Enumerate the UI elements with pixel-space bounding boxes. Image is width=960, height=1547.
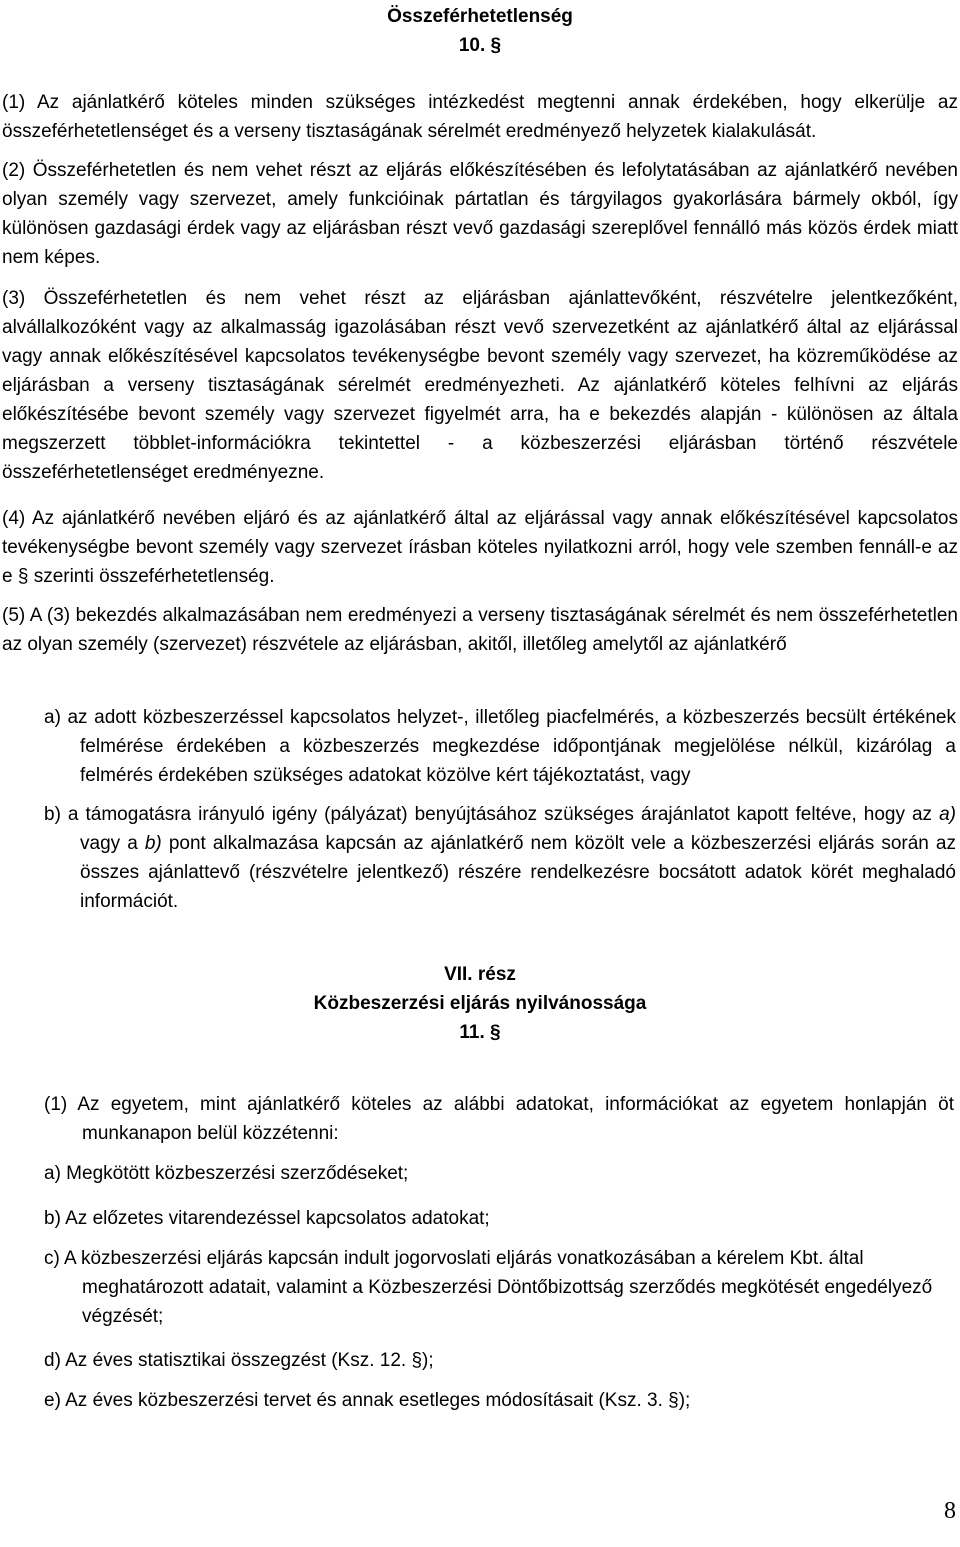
item-b-ref-b: b) xyxy=(144,833,162,854)
list-item-a: a) az adott közbeszerzéssel kapcsolatos helyzet-, illetőleg piacfelmérés, a közbeszerzés becsült értékének felmérése érdekében a közbeszerzés megkezdése időpontjának megjelölése nélkül, kizárólag a felmérés érdekében szükséges adatokat közölve kért tájékoztatást, vagy xyxy=(44,707,956,786)
item-b-text-end: pont alkalmazása kapcsán az ajánlatkérő nem közölt vele a közbeszerzési eljárás során az összes ajánlattevő (részvételre jelentkező) részére rendelkezésre bocsátott adatok körét meghaladó információt. xyxy=(80,833,956,912)
section-11-number: 11. § xyxy=(459,1022,501,1043)
paragraph-5: (5) A (3) bekezdés alkalmazásában nem eredményezi a verseny tisztaságának sérelmét és nem összeférhetetlen az olyan személy (szervezet) részvétele az eljárásban, akitől, illetőleg amelytől az ajánlatkérő xyxy=(2,605,958,655)
list-item-11c: c) A közbeszerzési eljárás kapcsán indult jogorvoslati eljárás vonatkozásában a kérelem Kbt. által meghatározott adatait, valamint a Közbeszerzési Döntőbizottság szerződés megkötését engedélyező végzését; xyxy=(44,1248,933,1327)
paragraph-3: (3) Összeférhetetlen és nem vehet részt az eljárásban ajánlattevőként, részvételre jelentkezőként, alvállalkozóként vagy az alkalmasság igazolásában részt vevő szervezetként az ajánlatkérő által az eljárással vagy annak előkészítésével kapcsolatos tevékenységbe bevont személy vagy szervezet, ha közreműködése az eljárásban a verseny tisztaságának sérelmét eredményezheti. Az ajánlatkérő köteles felhívni az eljárás előkészítésébe bevont személy vagy szervezet figyelmét arra, ha e bekezdés alapján - különösen az általa megszerzett többlet-információkra tekintettel - a közbeszerzési eljárásban történő részvétele összeférhetetlenséget eredményezne. xyxy=(2,288,958,483)
part-title: Közbeszerzési eljárás nyilvánossága xyxy=(313,993,647,1014)
section-11-intro: (1) Az egyetem, mint ajánlatkérő köteles az alábbi adatokat, információkat az egyetem honlapján öt munkanapon belül közzétenni: xyxy=(44,1094,954,1144)
list-item-11a: a) Megkötött közbeszerzési szerződéseket; xyxy=(44,1163,409,1184)
item-b-text-start: b) a támogatásra irányuló igény (pályázat) benyújtásához szükséges árajánlatot kapott feltéve, hogy az xyxy=(44,804,940,825)
part-7-header xyxy=(0,960,960,1047)
section-title: Összeférhetetlenség xyxy=(387,6,573,27)
item-b-ref-a: a) xyxy=(939,804,956,825)
list-item-b xyxy=(0,800,958,916)
list-item-11e: e) Az éves közbeszerzési tervet és annak esetleges módosításait (Ksz. 3. §); xyxy=(44,1390,691,1411)
item-b-text-mid: vagy a xyxy=(80,833,145,854)
paragraph-4: (4) Az ajánlatkérő nevében eljáró és az ajánlatkérő által az eljárással vagy annak előkészítésével kapcsolatos tevékenységbe bevont személy vagy szervezet írásban köteles nyilatkozni arról, hogy vele szemben fennáll-e az e § szerinti összeférhetetlenség. xyxy=(2,508,958,587)
section-10-header xyxy=(0,2,960,60)
list-item-11b: b) Az előzetes vitarendezéssel kapcsolatos adatokat; xyxy=(44,1208,490,1229)
part-label: VII. rész xyxy=(444,964,516,985)
paragraph-1: (1) Az ajánlatkérő köteles minden szükséges intézkedést megtenni annak érdekében, hogy elkerülje az összeférhetetlenséget és a verseny tisztaságának sérelmét eredményező helyzetek kialakulását. xyxy=(2,92,958,142)
page-number: 8 xyxy=(944,1498,956,1524)
section-number: 10. § xyxy=(458,35,502,56)
paragraph-2: (2) Összeférhetetlen és nem vehet részt az eljárás előkészítésében és lefolytatásában az ajánlatkérő nevében olyan személy vagy szervezet, amely funkcióinak pártatlan és tárgyilagos gyakorlására bármely okból, így különösen gazdasági érdek vagy az eljárásban részt vevő gazdasági szereplővel fennálló más közös érdek miatt nem képes. xyxy=(2,160,958,268)
list-item-11d: d) Az éves statisztikai összegzést (Ksz. 12. §); xyxy=(44,1350,434,1371)
